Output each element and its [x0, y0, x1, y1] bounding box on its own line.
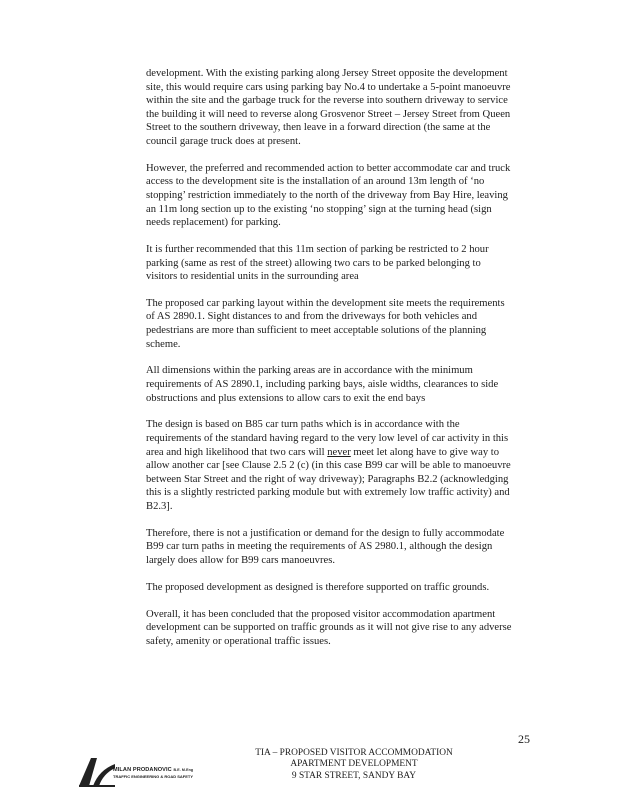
page-number: 25 [518, 732, 530, 746]
paragraph-2: However, the preferred and recommended action to better accommodate car and truck access to the development site is the installation of an around 13m length of ‘no stopping’ restriction immediately to the north of the driveway from Bay Hire, leaving an 11m long section up to the existing ‘no stopping’ sign at the turning head (sign needs replacement) for parking. [146, 162, 511, 229]
paragraph-3: It is further recommended that this 11m section of parking be restricted to 2 hour parking (same as rest of the street) allowing two cars to be parked belonging to visitors to residential units in the surrounding area [146, 243, 489, 283]
logo-name: MILAN PRODANOVIC B.E. M.Eng [113, 767, 194, 773]
page-footer [214, 748, 494, 782]
paragraph-7: Therefore, there is not a justification or demand for the design to fully accommodate B99 car turn paths in meeting the requirements of AS 2980.1, although the design largely does allow for B99 cars manoeuvres. [146, 527, 505, 566]
paragraph-9: Overall, it has been concluded that the proposed visitor accommodation apartment development can be supported on traffic grounds as it will not give rise to any adverse safety, amenity or operational traffic issues. [146, 608, 512, 647]
underlined-word: never [327, 446, 351, 458]
company-logo [77, 752, 197, 788]
footer-line-2: APARTMENT DEVELOPMENT [290, 759, 418, 770]
paragraph-6 [146, 418, 514, 513]
paragraph-6-start: The design is based on B85 car turn paths which is in accordance with the requirements of the standard having regard to the very low level of car activity in this area and high likelihood that two cars will [146, 419, 509, 458]
paragraph-4: The proposed car parking layout within the development site meets the requirements of AS 2890.1. Sight distances to and from the driveways for both vehicles and pedestrians are more than sufficient to meet acceptable solutions of the planning scheme. [146, 297, 505, 350]
paragraph-5: All dimensions within the parking areas are in accordance with the minimum requirements of AS 2890.1, including parking bays, aisle widths, clearances to side obstructions and plus extensions to allow cars to exit the end bays [146, 365, 499, 404]
document-body [146, 67, 514, 661]
footer-line-3: 9 STAR STREET, SANDY BAY [291, 770, 417, 781]
paragraph-6-end: meet let along have to give way to allow another car [see Clause 2.5 2 (c) (in this case B99 car will be able to manoeuvre between Star Street and the right of way driveway); Paragraphs B2.2 (acknowledging this is a slightly restricted parking module but with extremely low traffic activity) and B2.3]. [146, 446, 511, 512]
paragraph-8: The proposed development as designed is therefore supported on traffic grounds. [146, 581, 490, 593]
road-logo-icon [77, 752, 117, 788]
footer-line-1: TIA – PROPOSED VISITOR ACCOMMODATION [255, 748, 453, 758]
logo-tagline: TRAFFIC ENGINEERING & ROAD SAFETY [113, 774, 194, 779]
paragraph-1: development. With the existing parking along Jersey Street opposite the development site, this would require cars using parking bay No.4 to undertake a 5-point manoeuvre within the site and the garbage truck for the reverse into southern driveway to service the building it will need to reverse along Grosvenor Street – Jersey Street from Queen Street to the southern driveway, then leave in a forward direction (the same at the council garage truck does at present. [146, 68, 511, 147]
